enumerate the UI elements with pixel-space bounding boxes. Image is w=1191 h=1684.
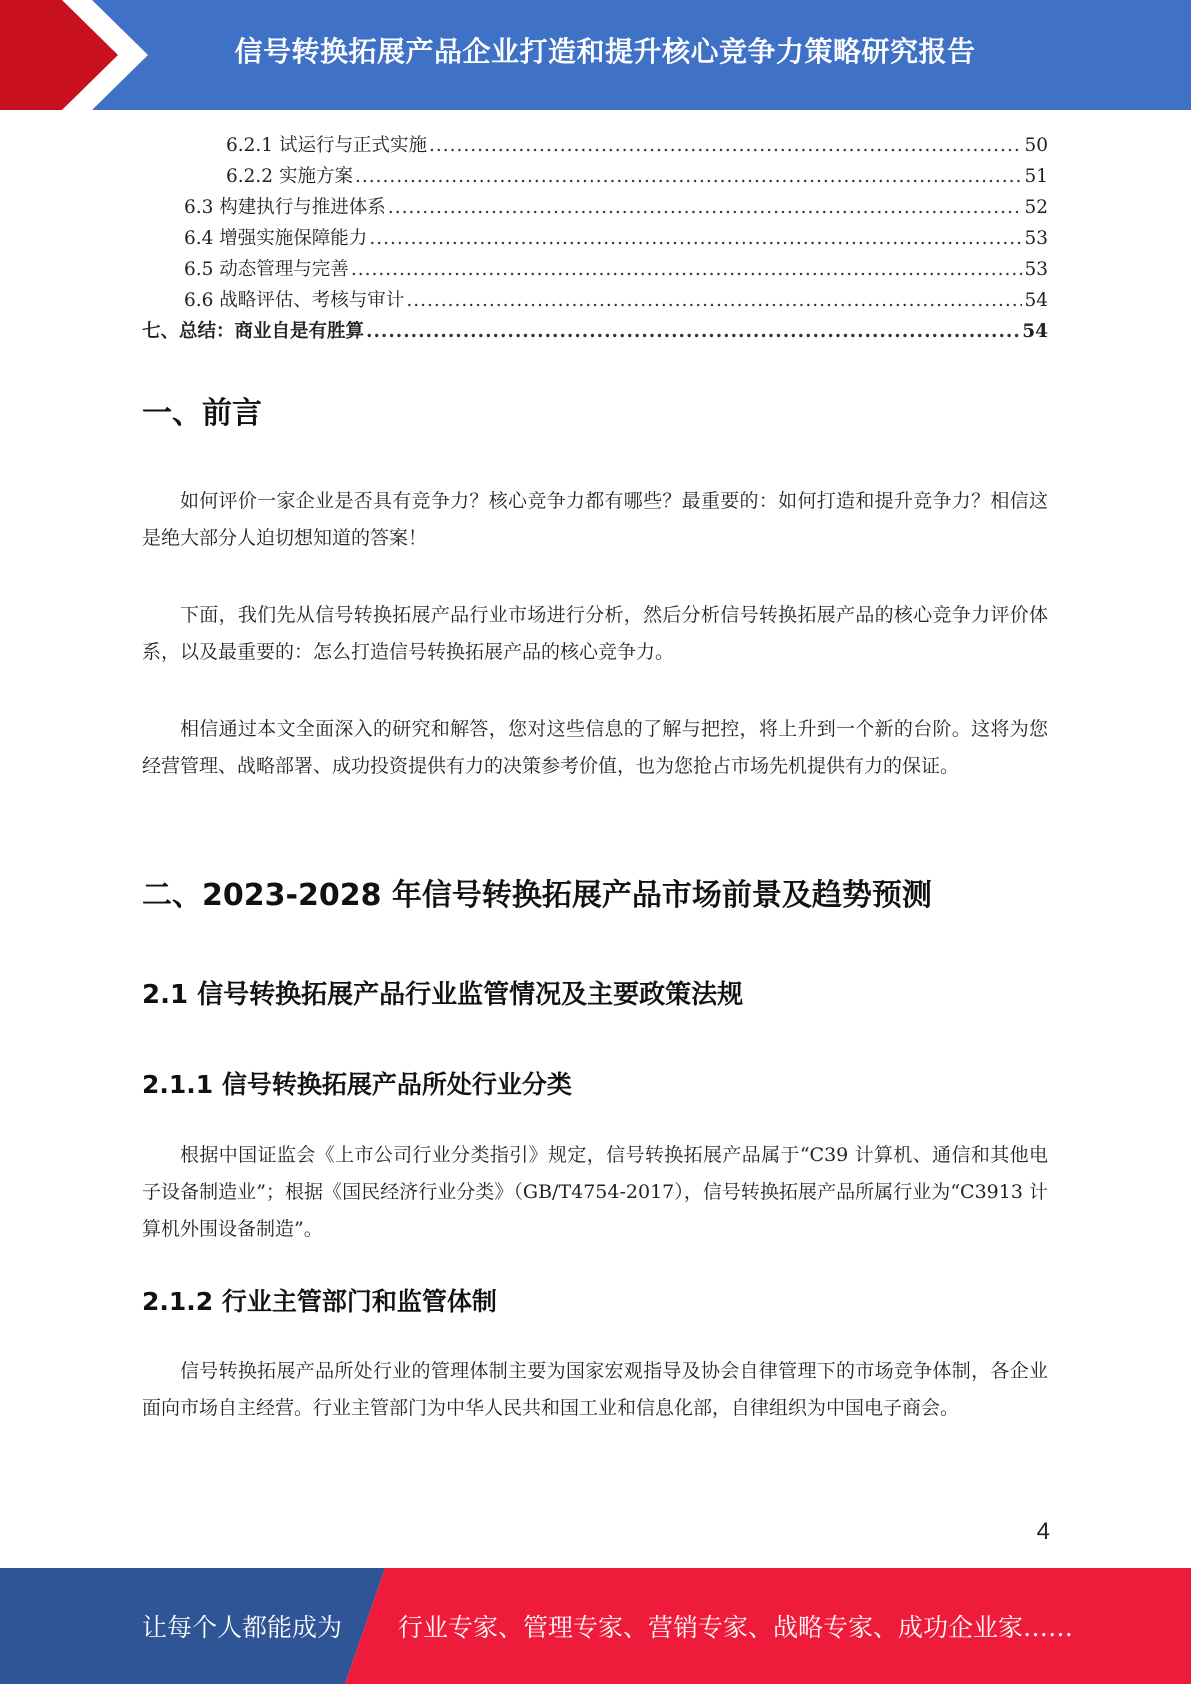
heading-section-2-1-2: 2.1.2 行业主管部门和监管体制 [142,1287,497,1316]
footer-slogan-right: 行业专家、管理专家、营销专家、战略专家、成功企业家…… [398,1613,1074,1642]
toc-entry[interactable] [142,192,1048,223]
toc-leader-dots [429,130,1022,161]
heading-preface: 一、前言 [142,396,262,431]
toc-entry[interactable] [142,285,1048,316]
heading-chapter-2: 二、2023-2028 年信号转换拓展产品市场前景及趋势预测 [142,878,932,913]
heading-section-2-1: 2.1 信号转换拓展产品行业监管情况及主要政策法规 [142,980,744,1010]
toc-entry-page: 52 [1024,197,1048,218]
paragraph-industry-classification: 根据中国证监会《上市公司行业分类指引》规定，信号转换拓展产品属于“C39 计算机、通信和其他电子设备制造业”；根据《国民经济行业分类》（GB/T4754-2017），信号转换拓展产品所属行业为“C3913 计算机外围设备制造”。 [142,1144,1048,1240]
paragraph-preface-2: 下面，我们先从信号转换拓展产品行业市场进行分析，然后分析信号转换拓展产品的核心竞争力评价体系，以及最重要的：怎么打造信号转换拓展产品的核心竞争力。 [142,604,1048,663]
toc-entry-label: 6.2.2 实施方案 [226,166,353,187]
report-title: 信号转换拓展产品企业打造和提升核心竞争力策略研究报告 [234,35,976,68]
paragraph-preface-3: 相信通过本文全面深入的研究和解答，您对这些信息的了解与把控，将上升到一个新的台阶。这将为您经营管理、战略部署、成功投资提供有力的决策参考价值，也为您抢占市场先机提供有力的保证。 [142,718,1048,777]
toc-entry[interactable] [142,254,1048,285]
table-of-contents [142,130,1048,347]
toc-entry[interactable] [142,316,1048,347]
toc-entry-label: 6.6 战略评估、考核与审计 [184,290,405,311]
toc-entry-page: 54 [1022,321,1048,342]
paragraph-preface-1: 如何评价一家企业是否具有竞争力？核心竞争力都有哪些？最重要的：如何打造和提升竞争力？相信这是绝大部分人迫切想知道的答案！ [142,490,1048,549]
footer-slogan-left: 让每个人都能成为 [142,1613,343,1642]
toc-entry-page: 51 [1024,166,1048,187]
toc-entry-label: 6.5 动态管理与完善 [184,259,349,280]
footer-banner [0,1568,1191,1684]
toc-entry-label: 6.3 构建执行与推进体系 [184,197,386,218]
toc-entry-page: 50 [1024,135,1048,156]
toc-entry-page: 53 [1024,259,1048,280]
toc-leader-dots [388,192,1023,223]
page-number: 4 [1036,1518,1050,1545]
toc-entry-page: 54 [1024,290,1048,311]
toc-leader-dots [369,223,1022,254]
toc-entry[interactable] [142,130,1048,161]
toc-leader-dots [406,285,1022,316]
toc-entry[interactable] [142,223,1048,254]
toc-entry-label: 6.4 增强实施保障能力 [184,228,368,249]
toc-entry-label: 七、总结：商业自是有胜算 [142,321,365,342]
toc-leader-dots [366,316,1020,347]
toc-leader-dots [355,161,1023,192]
toc-leader-dots [351,254,1023,285]
toc-entry[interactable] [142,161,1048,192]
toc-entry-page: 53 [1024,228,1048,249]
toc-entry-label: 6.2.1 试运行与正式实施 [226,135,427,156]
paragraph-regulatory-system: 信号转换拓展产品所处行业的管理体制主要为国家宏观指导及协会自律管理下的市场竞争体制，各企业面向市场自主经营。行业主管部门为中华人民共和国工业和信息化部，自律组织为中国电子商会。 [142,1360,1048,1419]
heading-section-2-1-1: 2.1.1 信号转换拓展产品所处行业分类 [142,1070,572,1099]
header-banner [0,0,1191,110]
